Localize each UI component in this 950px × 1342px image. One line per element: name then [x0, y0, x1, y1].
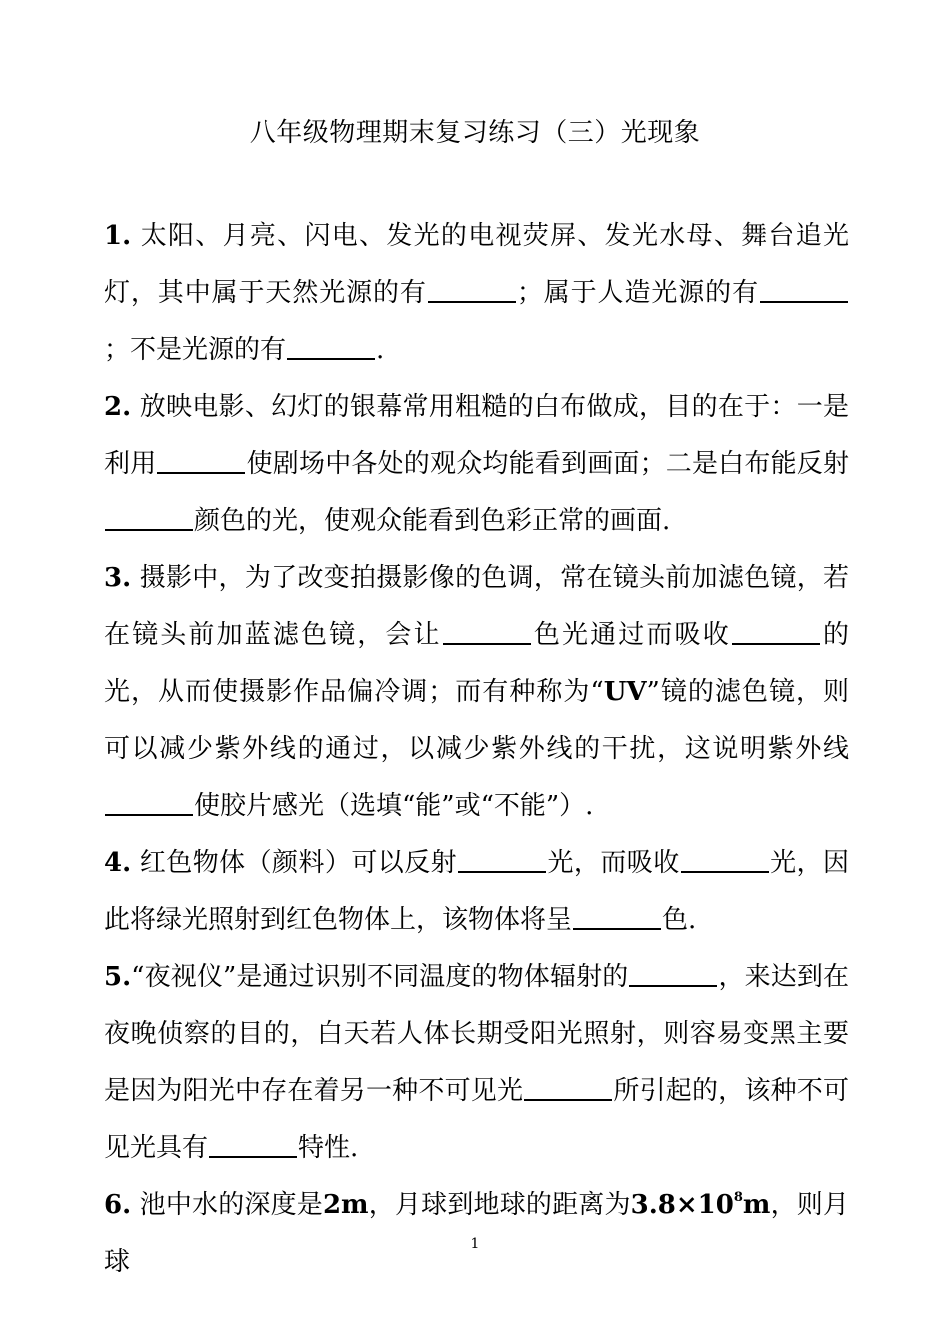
- question-6: 6. 池中水的深度是2m，月球到地球的距离为$3.8\times 10^8m$，则月球: [104, 1190, 849, 1277]
- answer-blank[interactable]: [209, 1134, 297, 1158]
- question-2: 2. 放映电影、幻灯的银幕常用粗糙的白布做成，目的在于：一是利用 使剧场中各处的观众均能看到画面；二是白布能反射颜色的光，使观众能看到色彩正常的画面.: [104, 392, 849, 536]
- answer-blank[interactable]: [157, 450, 245, 474]
- answer-blank[interactable]: [287, 336, 375, 360]
- answer-blank[interactable]: [681, 849, 769, 873]
- question-list: [104, 208, 849, 1291]
- answer-blank[interactable]: [732, 621, 820, 645]
- answer-blank[interactable]: [428, 279, 516, 303]
- question-4: 4. 红色物体（颜料）可以反射 光，而吸收 光，因此将绿光照射到红色物体上，该物体将呈 色.: [104, 848, 849, 935]
- answer-blank[interactable]: [105, 507, 193, 531]
- question-3: 3. 摄影中，为了改变拍摄影像的色调，常在镜头前加滤色镜，若在镜头前加蓝滤色镜，会让 色光通过而吸收 的光，从而使摄影作品偏冷调；而有种称为“UV”镜的滤色镜，则可以减少紫外线的通过，以减少紫外线的干扰，这说明紫外线使胶片感光（选填“能”或“不能”）.: [104, 563, 849, 821]
- answer-blank[interactable]: [573, 906, 661, 930]
- answer-blank[interactable]: [105, 792, 193, 816]
- page-title: 八年级物理期末复习练习（三）光现象: [249, 118, 701, 148]
- answer-blank[interactable]: [760, 279, 848, 303]
- answer-blank[interactable]: [443, 621, 531, 645]
- answer-blank[interactable]: [524, 1077, 612, 1101]
- question-5: 5.“夜视仪”是通过识别不同温度的物体辐射的 ，来达到在夜晚侦察的目的，白天若人体长期受阳光照射，则容易变黑主要是因为阳光中存在着另一种不可见光 所引起的，该种不可见光具有 特性.: [104, 962, 849, 1163]
- page-number: 1: [470, 1236, 480, 1252]
- answer-blank[interactable]: [629, 963, 717, 987]
- answer-blank[interactable]: [458, 849, 546, 873]
- question-1: 1. 太阳、月亮、闪电、发光的电视荧屏、发光水母、舞台追光灯，其中属于天然光源的有 ；属于人造光源的有；不是光源的有 .: [104, 221, 849, 365]
